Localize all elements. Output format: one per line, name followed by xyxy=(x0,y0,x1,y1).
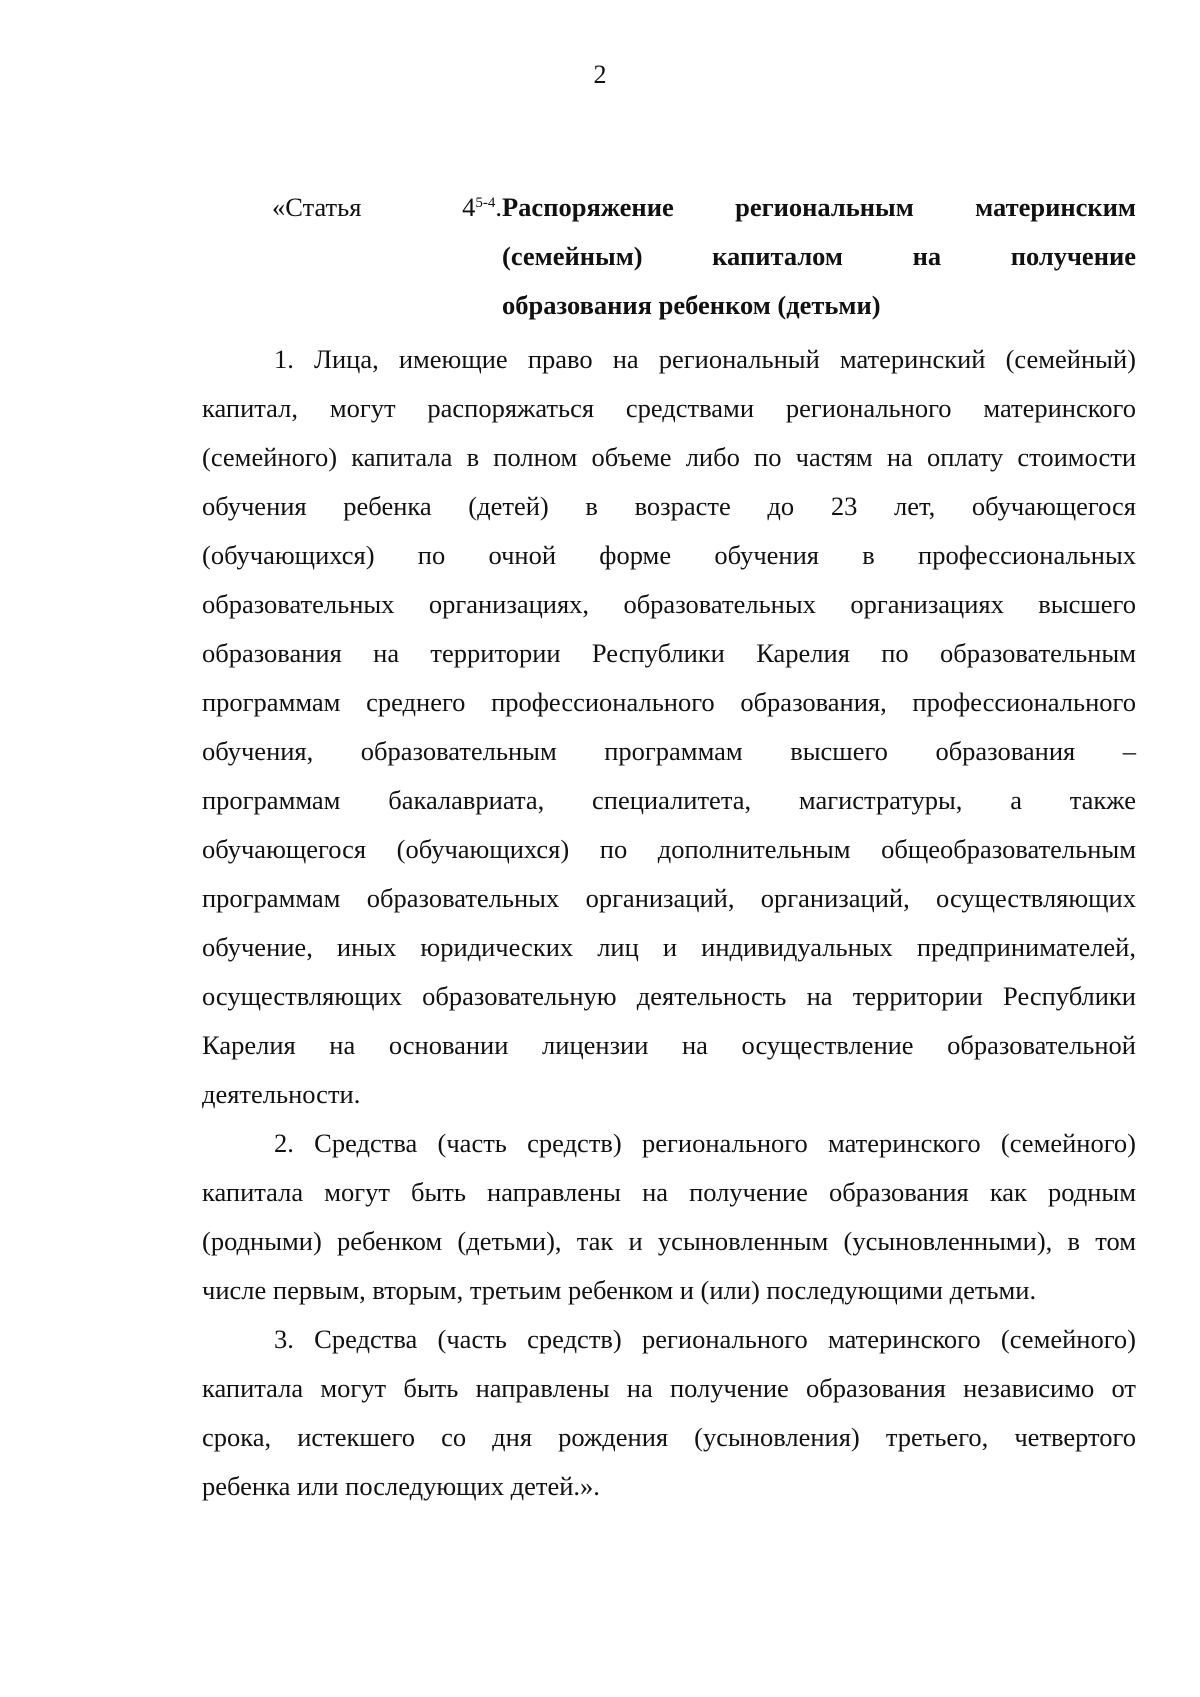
text-line: программам среднего профессионального образования, профессионального xyxy=(202,687,1136,717)
paragraph-2 xyxy=(202,1119,1136,1315)
text-line: Карелия на основании лицензии на осуществление образовательной xyxy=(202,1030,1136,1060)
text-line: (родными) ребенком (детьми), так и усыновленным (усыновленными), в том xyxy=(202,1226,1136,1256)
text-line: образования на территории Республики Карелия по образовательным xyxy=(202,638,1136,668)
article-word: «Статья xyxy=(272,192,362,222)
text-line: (обучающихся) по очной форме обучения в профессиональных xyxy=(202,540,1136,570)
text-line: ребенка или последующих детей.». xyxy=(202,1471,600,1501)
paragraph-3 xyxy=(202,1315,1136,1511)
article-title xyxy=(502,183,1136,330)
text-line: капитал, могут распоряжаться средствами регионального материнского xyxy=(202,393,1136,423)
text-line: осуществляющих образовательную деятельность на территории Республики xyxy=(202,981,1136,1011)
text-line: капитала могут быть направлены на получение образования независимо от xyxy=(202,1373,1136,1403)
text-line: (семейного) капитала в полном объеме либо по частям на оплату стоимости xyxy=(202,442,1136,472)
text-line: срока, истекшего со дня рождения (усыновления) третьего, четвертого xyxy=(202,1422,1136,1452)
text-line: обучение, иных юридических лиц и индивидуальных предпринимателей, xyxy=(202,932,1136,962)
text-line: капитала могут быть направлены на получение образования как родным xyxy=(202,1177,1136,1207)
text-line: обучения, образовательным программам высшего образования – xyxy=(202,736,1136,766)
text-line: деятельности. xyxy=(202,1079,361,1109)
text-line: образовательных организациях, образовательных организациях высшего xyxy=(202,589,1136,619)
paragraph-1 xyxy=(202,335,1136,1119)
article-body xyxy=(202,335,1136,1511)
text-line: обучения ребенка (детей) в возрасте до 23 лет, обучающегося xyxy=(202,491,1136,521)
article-number: 4$^{5-4}$. xyxy=(462,192,502,222)
article-number-superscript: 5-4 xyxy=(475,195,496,211)
page-number: 2 xyxy=(593,60,607,89)
text-line: 2. Средства (часть средств) регионального материнского (семейного) xyxy=(274,1128,1136,1158)
text-line: программам образовательных организаций, организаций, осуществляющих xyxy=(202,883,1136,913)
text-line: 3. Средства (часть средств) регионального материнского (семейного) xyxy=(274,1324,1136,1354)
text-line: программам бакалавриата, специалитета, магистратуры, а также xyxy=(202,785,1136,815)
article-label xyxy=(272,183,502,232)
text-line: числе первым, вторым, третьим ребенком и (или) последующими детьми. xyxy=(202,1275,1037,1305)
article-title-line: (семейным) капиталом на получение xyxy=(502,241,1136,271)
text-line: 1. Лица, имеющие право на региональный материнский (семейный) xyxy=(274,344,1136,374)
text-line: обучающегося (обучающихся) по дополнительным общеобразовательным xyxy=(202,834,1136,864)
article-title-line: Распоряжение региональным материнским xyxy=(502,192,1136,222)
article-title-line: образования ребенком (детьми) xyxy=(502,290,881,320)
